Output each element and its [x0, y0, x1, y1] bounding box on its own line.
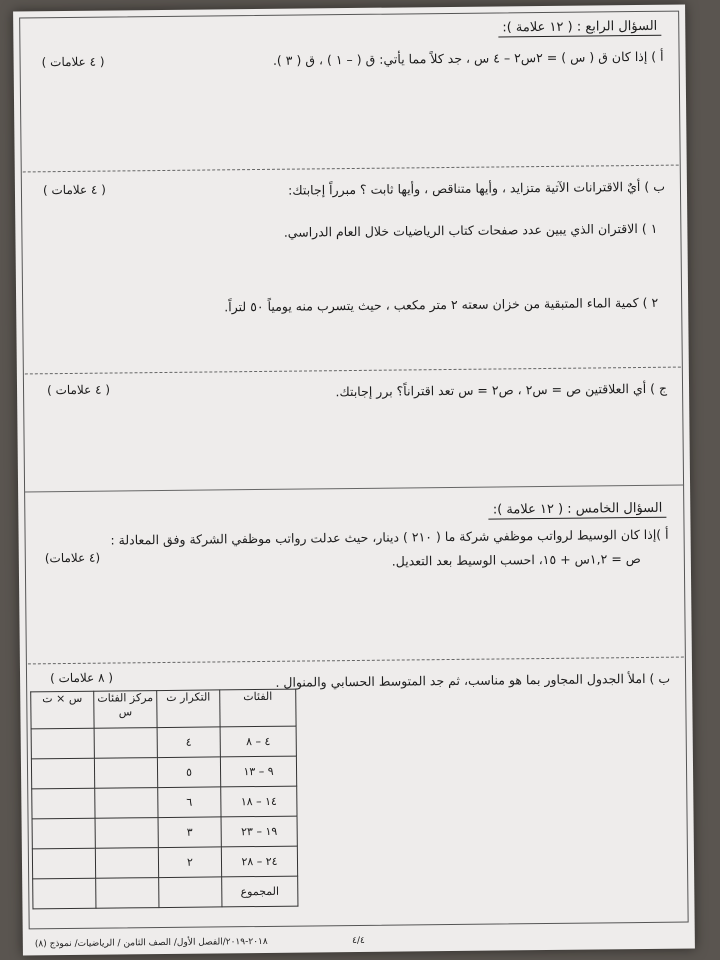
- class-cell: ١٤ – ١٨: [221, 786, 297, 817]
- q4-a-text: أ ) إذا كان ق ( س ) = ٢س٢ – ٤ س ، جد كلاً مما يأتي: ق ( – ١ ) ، ق ( ٣ ).: [272, 48, 664, 68]
- footer-info: ٢٠١٨-٢٠١٩/الفصل الأول/ الصف الثامن / الرياضيات/ نموذج (٨): [34, 936, 268, 950]
- frequency-cell: ٤: [157, 727, 220, 758]
- frequency-table: [30, 689, 298, 910]
- product-cell[interactable]: [32, 848, 95, 879]
- q5-a-line1: أ )إذا كان الوسيط لرواتب موظفي شركة ما ( ٢١٠ ) دينار، حيث عدلت رواتب موظفي الشركة وفق المعادلة :: [110, 526, 669, 548]
- table-row: [32, 846, 297, 879]
- frequency-cell: ٣: [158, 817, 221, 848]
- table-row: [31, 756, 296, 789]
- q5-a-line2: ص = ١,٢س + ١٥، احسب الوسيط بعد التعديل.: [391, 551, 641, 569]
- frequency-cell: ٦: [158, 787, 221, 818]
- header-product: س × ت: [31, 691, 94, 729]
- table-row: [32, 816, 297, 849]
- class-cell: ٤ – ٨: [220, 726, 296, 757]
- exam-page: [13, 5, 695, 956]
- page-number: ٤/٤: [352, 935, 365, 947]
- table-row: [32, 786, 297, 819]
- q4-title: السؤال الرابع : ( ١٢ علامة ):: [498, 19, 661, 38]
- center-cell[interactable]: [95, 788, 158, 819]
- product-cell[interactable]: [31, 758, 94, 789]
- class-cell: ٢٤ – ٢٨: [221, 846, 297, 877]
- product-cell[interactable]: [32, 788, 95, 819]
- q4-b-marks: ( ٤ علامات ): [42, 182, 106, 198]
- center-cell[interactable]: [95, 818, 158, 849]
- q5-title: السؤال الخامس : ( ١٢ علامة ):: [489, 501, 667, 520]
- q4-b2-text: ٢ ) كمية الماء المتبقية من خزان سعته ٢ متر مكعب ، حيث يتسرب منه يومياً ٥٠ لتراً.: [224, 294, 659, 315]
- table-header-row: [31, 689, 296, 729]
- header-class-center: مركز الفئات س: [94, 691, 157, 729]
- q5-b-marks: ( ٨ علامات ): [49, 670, 114, 686]
- frequency-cell: ٢: [158, 847, 221, 878]
- q4-b-text: ب ) أيٌ الاقترانات الآتية متزايد ، وأيها متناقص ، وأيها ثابت ؟ مبرراً إجابتك:: [288, 178, 666, 198]
- q4-a-marks: ( ٤ علامات ): [41, 54, 105, 70]
- product-cell[interactable]: [31, 728, 94, 759]
- total-label: المجموع: [222, 876, 298, 907]
- center-cell[interactable]: [94, 728, 157, 759]
- q4-c-text: ج ) أي العلاقتين ص = س٢ ، ص٢ = س تعد اقتراناً؟ برر إجابتك.: [335, 380, 668, 400]
- table-total-row: [33, 876, 298, 909]
- header-classes: الفئات: [220, 689, 296, 727]
- frequency-cell: ٥: [157, 757, 220, 788]
- center-cell[interactable]: [95, 848, 158, 879]
- total-center-cell[interactable]: [96, 878, 159, 909]
- q5-b-text: ب ) املأ الجدول المجاور بما هو مناسب، ثم جد المتوسط الحسابي والمنوال .: [275, 670, 671, 690]
- center-cell[interactable]: [94, 758, 157, 789]
- product-cell[interactable]: [32, 818, 95, 849]
- q4-b1-text: ١ ) الاقتران الذي يبين عدد صفحات كتاب الرياضيات خلال العام الدراسي.: [283, 220, 658, 240]
- class-cell: ٩ – ١٣: [220, 756, 296, 787]
- table-row: [31, 726, 296, 759]
- total-product-cell[interactable]: [33, 878, 96, 909]
- header-frequency: التكرار ت: [157, 690, 220, 728]
- total-frequency-cell[interactable]: [159, 877, 222, 908]
- q5-a-marks: (٤ علامات): [44, 550, 101, 566]
- q4-c-marks: ( ٤ علامات ): [46, 382, 111, 398]
- class-cell: ١٩ – ٢٣: [221, 816, 297, 847]
